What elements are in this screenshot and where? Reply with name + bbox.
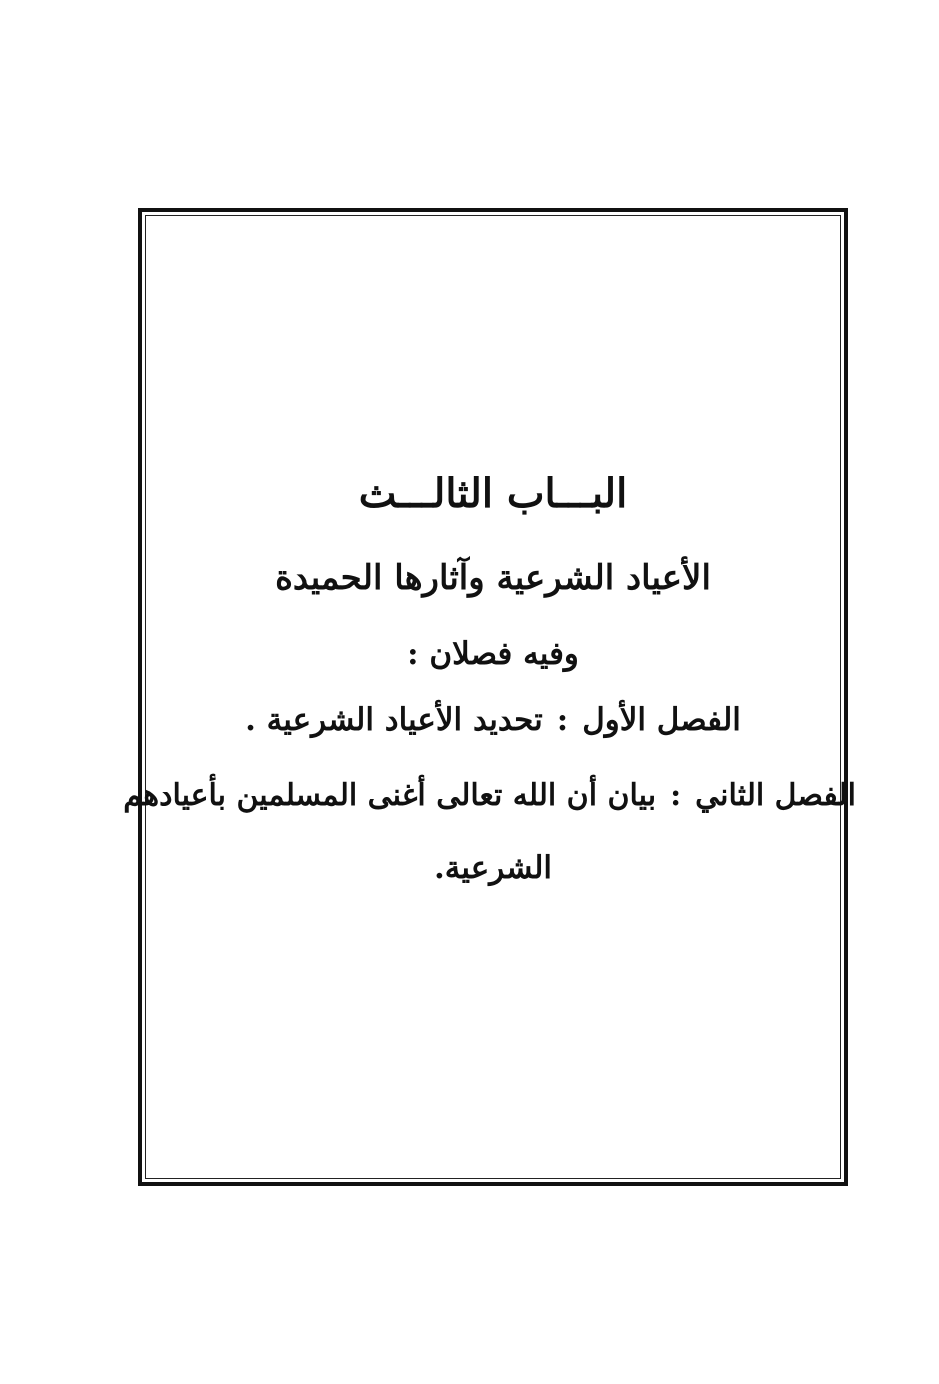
chapter-2-separator: :	[670, 778, 682, 813]
part-subtitle: الأعياد الشرعية وآثارها الحميدة	[275, 558, 711, 598]
chapter-1-separator: :	[556, 702, 569, 738]
chapter-2-text-continued: الشرعية.	[433, 850, 553, 886]
chapter-2-label: الفصل الثاني	[695, 778, 856, 813]
chapters-intro: وفيه فصلان :	[407, 636, 579, 672]
chapter-entry-2	[123, 778, 856, 813]
chapter-2-text: بيان أن الله تعالى أغنى المسلمين بأعيادهم	[123, 778, 657, 813]
chapter-entry-1	[138, 702, 848, 738]
chapter-1-text: تحديد الأعياد الشرعية .	[245, 702, 543, 738]
chapter-title-page	[123, 208, 856, 1186]
part-title: البـــاب الثالـــث	[358, 470, 628, 517]
chapter-1-label: الفصل الأول	[582, 702, 741, 738]
